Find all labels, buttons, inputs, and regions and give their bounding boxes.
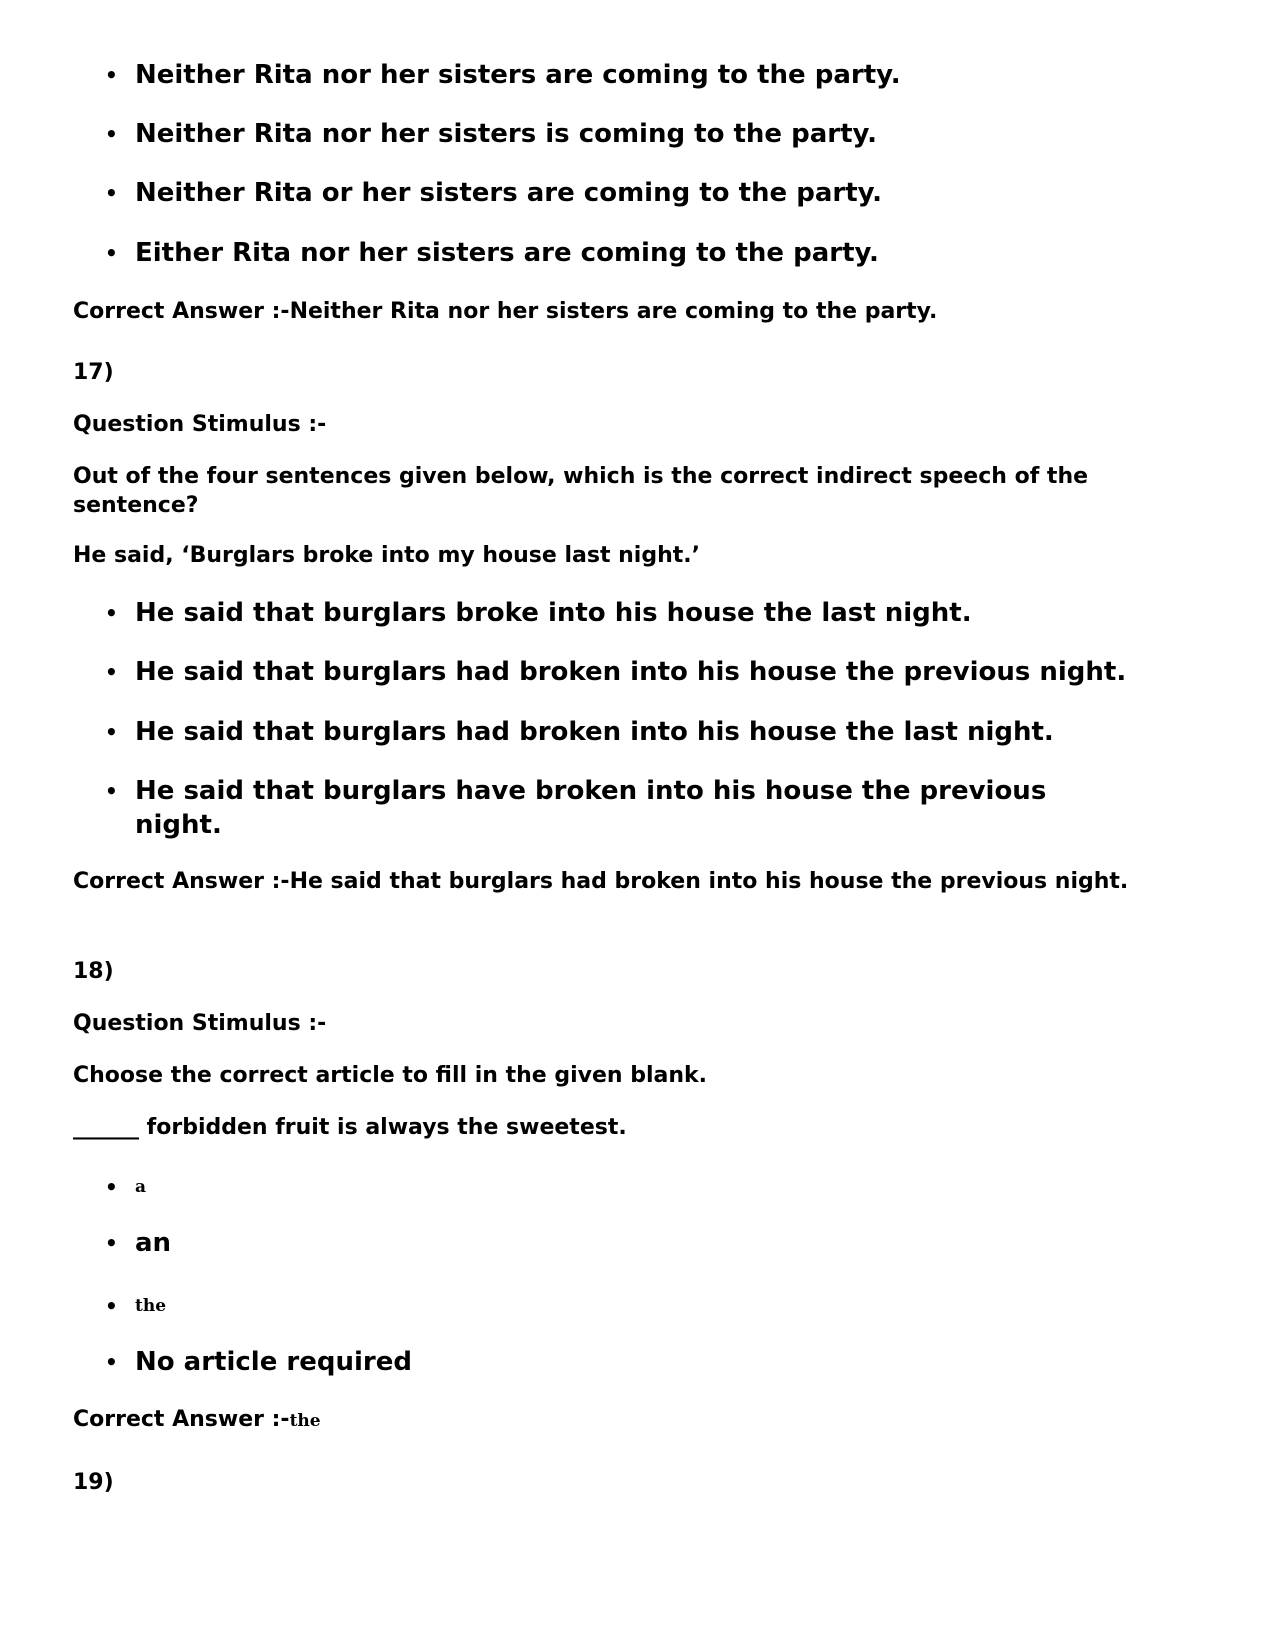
q19-number: 19)	[73, 1470, 114, 1495]
q18-number: 18)	[73, 959, 114, 984]
option-text: No article required	[135, 1347, 412, 1377]
answer-label: Correct Answer :-	[73, 1407, 290, 1432]
option-text: He said that burglars had broken into his house the previous night.	[135, 657, 1127, 687]
bullet-icon: •	[105, 720, 118, 744]
q18-prompt: Choose the correct article to fill in the given blank.	[73, 1063, 707, 1088]
option-text: the	[135, 1296, 167, 1316]
q17-prompt: Out of the four sentences given below, which is the correct indirect speech of the sentence?	[73, 464, 1089, 518]
q17-option-1	[105, 596, 1225, 630]
option-text: He said that burglars had broken into his house the last night.	[135, 717, 1054, 747]
bullet-icon: •	[105, 1294, 118, 1318]
option-text: Neither Rita or her sisters are coming to the party.	[135, 178, 883, 208]
q16-option-1	[105, 58, 1225, 92]
q17-option-3	[105, 715, 1225, 749]
bullet-icon: •	[105, 122, 118, 146]
option-text: He said that burglars broke into his house the last night.	[135, 598, 972, 628]
q18-sentence: ______ forbidden fruit is always the sweetest.	[73, 1115, 627, 1140]
q18-correct-answer	[73, 1405, 1193, 1436]
bullet-icon: •	[105, 1175, 118, 1199]
q17-option-2	[105, 655, 1225, 689]
q17-correct-answer	[73, 867, 1173, 896]
answer-label: Correct Answer :-	[73, 299, 290, 324]
answer-text: the	[289, 1411, 321, 1431]
answer-label: Correct Answer :-	[73, 869, 290, 894]
q17-option-4	[105, 774, 1105, 842]
bullet-icon: •	[105, 660, 118, 684]
bullet-icon: •	[105, 1231, 118, 1255]
q17-sentence: He said, ‘Burglars broke into my house last night.’	[73, 543, 700, 568]
option-text: Neither Rita nor her sisters are coming to the party.	[135, 60, 901, 90]
option-text: He said that burglars have broken into his house the previous night.	[135, 776, 1047, 840]
option-text: a	[135, 1177, 147, 1197]
q18-option-4	[105, 1345, 1225, 1379]
option-text: Either Rita nor her sisters are coming to the party.	[135, 238, 879, 268]
q18-option-2	[105, 1226, 1225, 1260]
bullet-icon: •	[105, 1350, 118, 1374]
q18-option-1	[105, 1170, 1225, 1204]
q18-stimulus-label: Question Stimulus :-	[73, 1011, 327, 1036]
q17-number: 17)	[73, 360, 114, 385]
answer-text: He said that burglars had broken into his house the previous night.	[289, 869, 1129, 894]
bullet-icon: •	[105, 779, 118, 803]
q18-option-3	[105, 1289, 1225, 1323]
answer-text: Neither Rita nor her sisters are coming to the party.	[289, 299, 938, 324]
q16-option-3	[105, 176, 1225, 210]
option-text: Neither Rita nor her sisters is coming to the party.	[135, 119, 877, 149]
bullet-icon: •	[105, 601, 118, 625]
bullet-icon: •	[105, 181, 118, 205]
q17-stimulus-label: Question Stimulus :-	[73, 412, 327, 437]
q16-option-4	[105, 236, 1225, 270]
q16-option-2	[105, 117, 1225, 151]
bullet-icon: •	[105, 241, 118, 265]
q16-correct-answer	[73, 297, 1193, 326]
option-text: an	[135, 1228, 172, 1258]
bullet-icon: •	[105, 63, 118, 87]
